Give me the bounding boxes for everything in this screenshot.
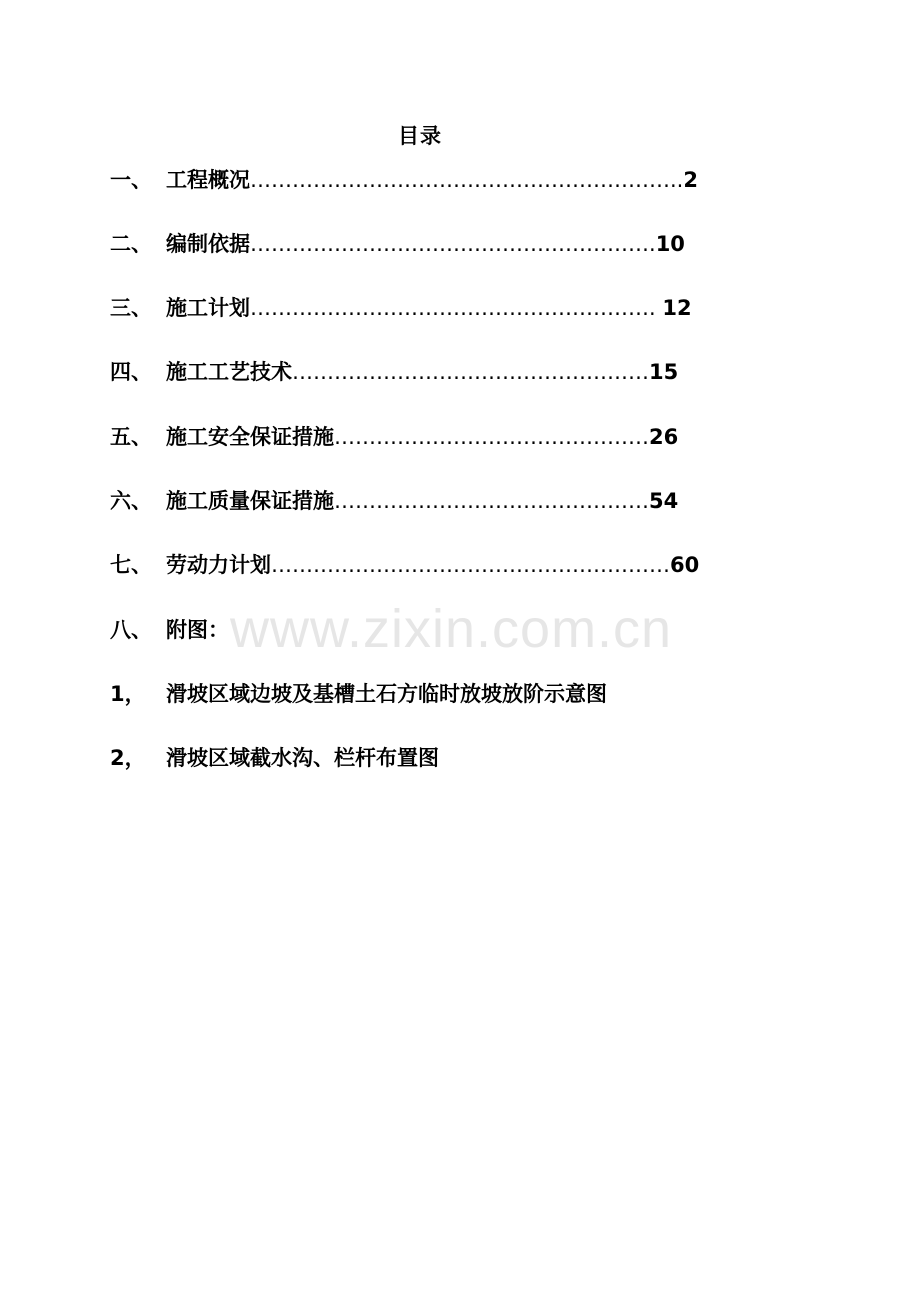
toc-number: 八、 — [110, 618, 152, 642]
toc-entry[interactable] — [110, 616, 229, 644]
toc-entry[interactable] — [110, 487, 678, 515]
toc-page-number: 54 — [649, 489, 679, 513]
appendix-number: 1， — [110, 682, 146, 706]
toc-entry[interactable] — [110, 551, 699, 579]
toc-leader-dots: …………………………………………………. — [250, 296, 663, 320]
toc-page-number: 26 — [649, 425, 679, 449]
toc-leader-dots: ………………………………………………… — [271, 553, 670, 577]
toc-number: 二、 — [110, 232, 152, 256]
toc-label: 工程概况 — [166, 168, 250, 192]
toc-leader-dots: ……………………………………… — [334, 489, 649, 513]
toc-entry[interactable] — [110, 230, 685, 258]
appendix-label: 滑坡区域截水沟、栏杆布置图 — [166, 746, 439, 770]
toc-entry[interactable] — [110, 294, 692, 322]
appendix-number: 2， — [110, 746, 146, 770]
toc-page-number: 12 — [662, 296, 692, 320]
toc-label: 施工质量保证措施 — [166, 489, 334, 513]
toc-label: 劳动力计划 — [166, 553, 271, 577]
appendix-item[interactable] — [110, 680, 607, 708]
appendix-label: 滑坡区域边坡及基槽土石方临时放坡放阶示意图 — [166, 682, 607, 706]
document-title: 目录 — [398, 124, 442, 148]
toc-leader-dots: …………………………………………………….. — [250, 168, 684, 192]
toc-leader-dots: …………………………………………… — [292, 360, 649, 384]
toc-label: 编制依据 — [166, 232, 250, 256]
toc-page-number: 10 — [655, 232, 685, 256]
toc-entry[interactable] — [110, 358, 678, 386]
toc-number: 七、 — [110, 553, 152, 577]
toc-entry[interactable] — [110, 166, 698, 194]
toc-label: 附图： — [166, 618, 229, 642]
toc-number: 三、 — [110, 296, 152, 320]
toc-label: 施工安全保证措施 — [166, 425, 334, 449]
toc-number: 六、 — [110, 489, 152, 513]
watermark: www.zixin.com.cn — [230, 599, 673, 659]
toc-leader-dots: …………………………………………………. — [250, 232, 656, 256]
toc-number: 四、 — [110, 360, 152, 384]
toc-page-number: 2 — [683, 168, 698, 192]
toc-page-number: 60 — [670, 553, 700, 577]
toc-number: 五、 — [110, 425, 152, 449]
toc-label: 施工计划 — [166, 296, 250, 320]
toc-label: 施工工艺技术 — [166, 360, 292, 384]
toc-leader-dots: ……………………………………… — [334, 425, 649, 449]
toc-entry[interactable] — [110, 423, 678, 451]
toc-number: 一、 — [110, 168, 152, 192]
toc-page-number: 15 — [649, 360, 679, 384]
appendix-item[interactable] — [110, 744, 439, 772]
